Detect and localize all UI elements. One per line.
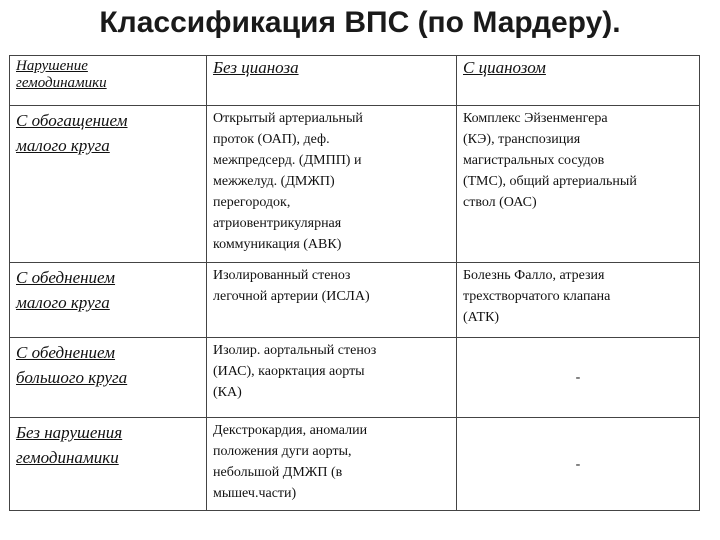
cyanosis-cell — [457, 338, 700, 418]
cell-text: атриовентрикулярная — [213, 216, 342, 231]
cell-text: трехстворчатого клапана — [463, 289, 611, 304]
category-text: гемодинамики — [16, 448, 119, 467]
table-row — [10, 106, 700, 263]
cell-text: мышеч.части) — [213, 486, 297, 501]
category-text: большого круга — [16, 368, 128, 387]
category-text: С обеднением — [16, 343, 116, 362]
empty-dash: - — [575, 456, 581, 472]
cell-text: межпредсерд. (ДМПП) и — [213, 153, 362, 168]
no-cyanosis-cell — [207, 418, 457, 511]
cell-text: коммуникация (АВК) — [213, 237, 342, 252]
category-cell — [10, 106, 207, 263]
header-text: гемодинамики — [16, 75, 107, 91]
category-text: Без нарушения — [16, 423, 123, 442]
cell-text: проток (ОАП), деф. — [213, 132, 330, 147]
category-cell — [10, 338, 207, 418]
category-cell — [10, 263, 207, 338]
cyanosis-cell — [457, 263, 700, 338]
page-title: Классификация ВПС (по Мардеру). — [99, 6, 621, 39]
cell-text: Изолированный стеноз — [213, 268, 351, 283]
table-row — [10, 418, 700, 511]
cell-text: небольшой ДМЖП (в — [213, 465, 343, 480]
header-row — [10, 56, 700, 106]
category-text: малого круга — [16, 136, 110, 155]
cell-text: Открытый артериальный — [213, 111, 363, 126]
no-cyanosis-cell — [207, 338, 457, 418]
cyanosis-cell — [457, 418, 700, 511]
cell-text: (КЭ), транспозиция — [463, 132, 581, 147]
cell-text: Изолир. аортальный стеноз — [213, 343, 377, 358]
cell-text: Комплекс Эйзенменгера — [463, 111, 608, 126]
cell-text: Декстрокардия, аномалии — [213, 423, 368, 438]
category-cell — [10, 418, 207, 511]
header-text: С цианозом — [463, 58, 546, 77]
header-text: Без цианоза — [213, 58, 299, 77]
table-row — [10, 338, 700, 418]
cell-text: перегородок, — [213, 195, 291, 210]
header-hemodynamics — [10, 56, 207, 106]
category-text: С обеднением — [16, 268, 116, 287]
empty-dash: - — [575, 370, 581, 385]
cell-text: легочной артерии (ИСЛА) — [213, 289, 370, 304]
cell-text: межжелуд. (ДМЖП) — [213, 174, 335, 189]
header-no-cyanosis — [207, 56, 457, 106]
cell-text: (КА) — [213, 385, 242, 400]
no-cyanosis-cell — [207, 263, 457, 338]
no-cyanosis-cell — [207, 106, 457, 263]
header-cyanosis — [457, 56, 700, 106]
cell-text: (ИАС), каорктация аорты — [213, 364, 365, 379]
cell-text: ствол (ОАС) — [463, 195, 537, 210]
category-text: С обогащением — [16, 111, 128, 130]
header-text: Нарушение — [16, 58, 88, 74]
cell-text: магистральных сосудов — [463, 153, 605, 168]
cell-text: (АТК) — [463, 310, 500, 325]
cell-text: Болезнь Фалло, атрезия — [463, 268, 605, 283]
classification-table — [9, 55, 700, 511]
cell-text: положения дуги аорты, — [213, 444, 352, 459]
category-text: малого круга — [16, 293, 110, 312]
cell-text: (ТМС), общий артериальный — [463, 174, 637, 189]
table-row — [10, 263, 700, 338]
cyanosis-cell — [457, 106, 700, 263]
